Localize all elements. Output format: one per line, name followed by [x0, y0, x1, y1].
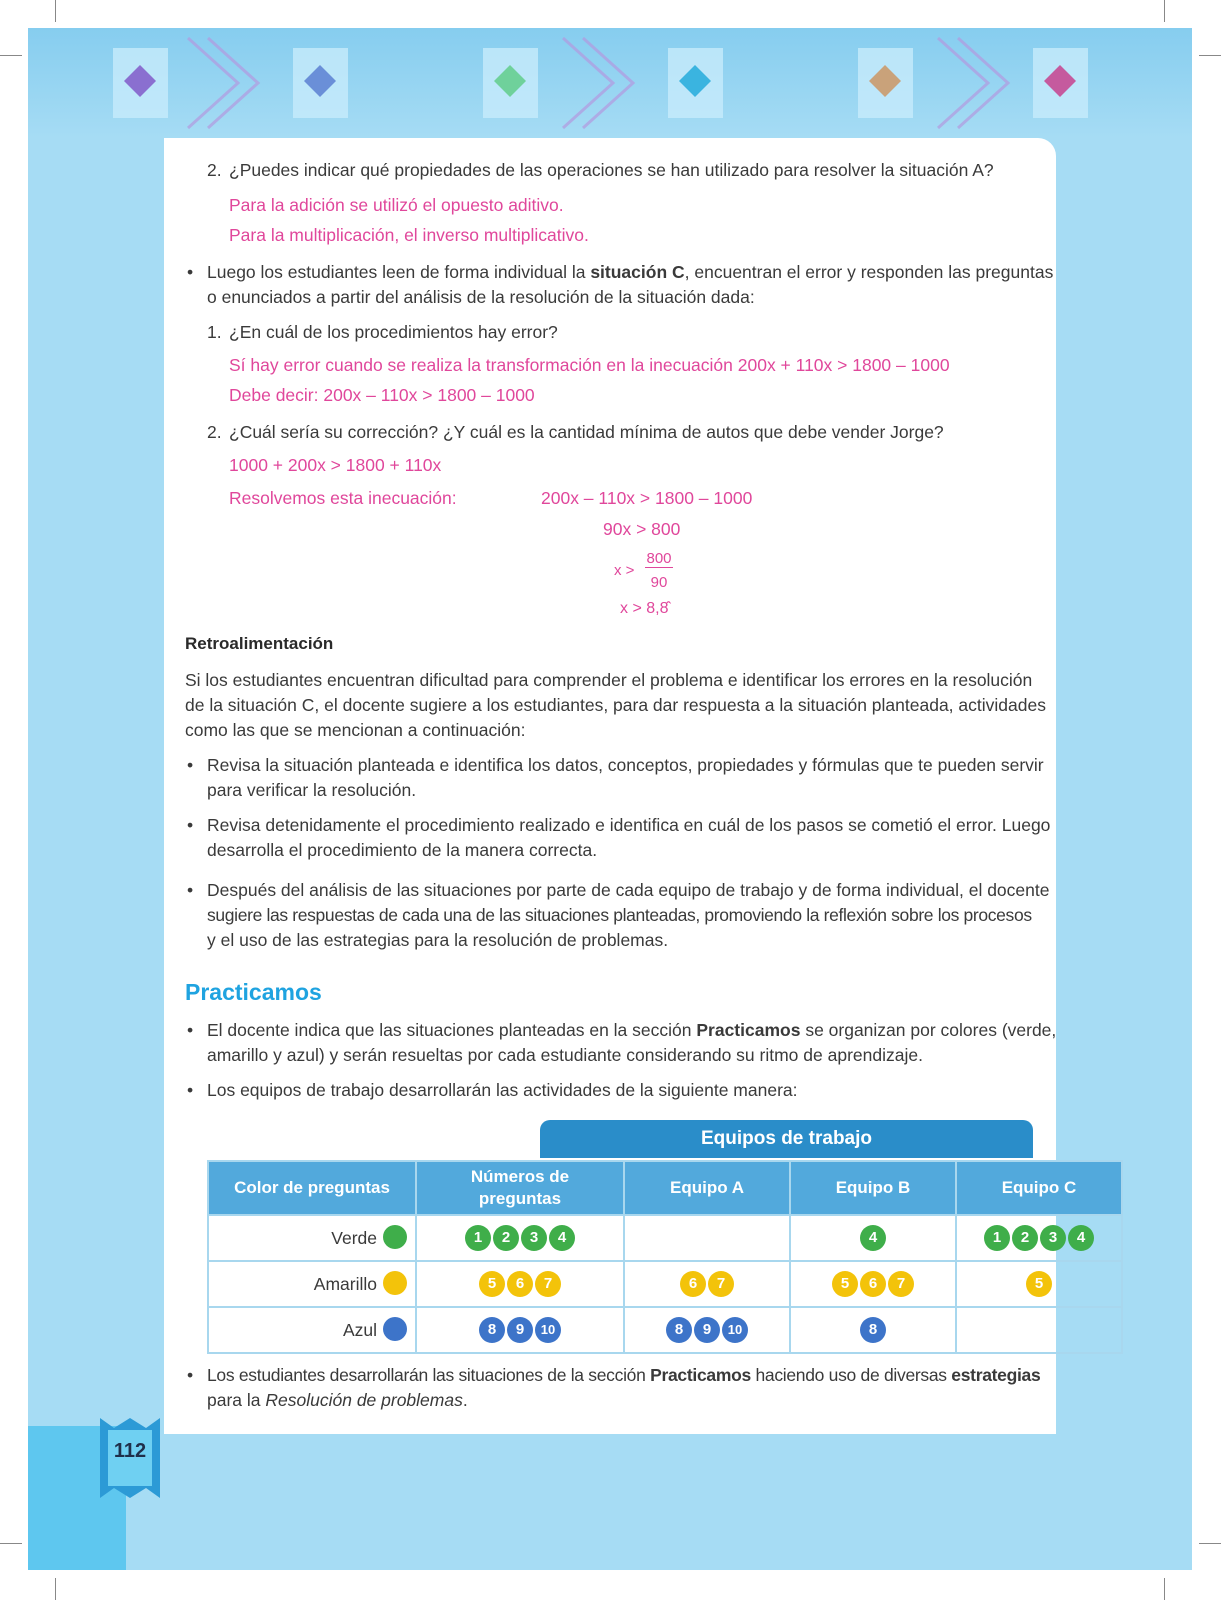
number-badge: 4 [860, 1225, 886, 1251]
team-b-cell [790, 1215, 956, 1261]
color-cell [208, 1307, 416, 1353]
number-badge: 2 [493, 1225, 519, 1251]
team-a-cell [624, 1261, 790, 1307]
number-badge: 4 [1068, 1225, 1094, 1251]
table-row [208, 1215, 1122, 1261]
equation-step: 200x – 110x > 1800 – 1000 [541, 488, 753, 508]
color-label: Verde [331, 1227, 377, 1248]
color-label: Amarillo [313, 1273, 377, 1294]
decorative-banner [28, 28, 1192, 138]
color-label: Azul [342, 1319, 377, 1340]
number-badge: 8 [666, 1317, 692, 1343]
numbers-cell [416, 1307, 624, 1353]
number-badge: 10 [535, 1317, 561, 1343]
bold-text: estrategias [951, 1365, 1041, 1385]
bold-text: Practicamos [650, 1365, 751, 1385]
bullet-text: • Después del análisis de las situaciones por parte de cada equipo de trabajo y de forma individual, el docente [207, 878, 1049, 903]
number-badge: 1 [465, 1225, 491, 1251]
header-cell: Equipo C [956, 1161, 1122, 1215]
number-badge: 1 [984, 1225, 1010, 1251]
numbers-cell [416, 1261, 624, 1307]
answer-line: Sí hay error cuando se realiza la transformación en la inecuación 200x + 110x > 1800 – 1000 [229, 355, 950, 375]
answer-label: Resolvemos esta inecuación: [229, 488, 457, 508]
question-text: ¿En cuál de los procedimientos hay error? [229, 322, 558, 342]
team-a-cell [624, 1215, 790, 1261]
bullet-text: • Revisa detenidamente el procedimiento realizado e identifica en cuál de los pasos se cometió el error. Luego [207, 813, 1050, 838]
yellow-dot-icon [383, 1271, 407, 1295]
answer-line: 1000 + 200x > 1800 + 110x [229, 455, 442, 475]
fraction-numerator: 800 [646, 550, 672, 567]
paragraph-line: de la situación C, el docente sugiere a los estudiantes, para dar respuesta a la situación planteada, actividades [185, 695, 1046, 715]
number-badge: 5 [479, 1271, 505, 1297]
page-number: 112 [113, 1440, 147, 1462]
bullet-text: sugiere las respuestas de cada una de las situaciones planteadas, promoviendo la reflexión sobre los procesos [207, 905, 1032, 925]
number-badge: 9 [694, 1317, 720, 1343]
number-badge: 3 [521, 1225, 547, 1251]
equation-step: 90x > 800 [603, 519, 681, 539]
number-badge: 9 [507, 1317, 533, 1343]
bullet-item [207, 260, 1053, 285]
green-dot-icon [383, 1225, 407, 1249]
bullet-text: . [462, 1390, 468, 1410]
table-row [208, 1261, 1122, 1307]
bullet-text: y el uso de las estrategias para la resolución de problemas. [207, 930, 669, 950]
crop-mark [0, 55, 22, 56]
color-cell [208, 1261, 416, 1307]
team-b-cell [790, 1307, 956, 1353]
crop-mark [55, 1578, 56, 1600]
number-badge: 3 [1040, 1225, 1066, 1251]
bullet-text: , encuentran el error y responden las preguntas [684, 262, 1054, 282]
header-cell: Color de preguntas [208, 1161, 416, 1215]
color-cell [208, 1215, 416, 1261]
question-number: 2. [207, 422, 222, 442]
bold-text: Practicamos [696, 1020, 801, 1040]
bullet-text: desarrolla el procedimiento de la manera correcta. [207, 840, 598, 860]
crop-mark [1199, 1543, 1221, 1544]
blue-dot-icon [383, 1317, 407, 1341]
bullet-text: • Revisa la situación planteada e identifica los datos, conceptos, propiedades y fórmulas que te pueden servir [207, 753, 1044, 778]
number-badge: 10 [722, 1317, 748, 1343]
number-badge: 7 [535, 1271, 561, 1297]
teams-group-header: Equipos de trabajo [540, 1120, 1033, 1158]
paragraph-line: como las que se mencionan a continuación: [185, 720, 526, 740]
answer-line: Para la multiplicación, el inverso multiplicativo. [229, 225, 589, 245]
bullet-text: se organizan por colores (verde, [800, 1020, 1057, 1040]
bullet-text: Luego los estudiantes leen de forma individual la [207, 262, 591, 282]
team-c-cell [956, 1215, 1122, 1261]
number-badge: 8 [479, 1317, 505, 1343]
header-cell: Equipo A [624, 1161, 790, 1215]
teams-table [207, 1160, 1123, 1354]
team-c-cell [956, 1307, 1122, 1353]
number-badge: 5 [832, 1271, 858, 1297]
crop-mark [1164, 0, 1165, 22]
team-a-cell [624, 1307, 790, 1353]
bullet-text: para verificar la resolución. [207, 780, 417, 800]
crop-mark [1164, 1578, 1165, 1600]
banner-pattern-icon [28, 28, 1192, 138]
paragraph-line: Si los estudiantes encuentran dificultad para comprender el problema e identificar los errores en la resolución [185, 670, 1033, 690]
number-badge: 6 [680, 1271, 706, 1297]
answer-line: Para la adición se utilizó el opuesto aditivo. [229, 195, 564, 215]
crop-mark [1199, 55, 1221, 56]
bullet-text: El docente indica que las situaciones planteadas en la sección [207, 1020, 697, 1040]
number-badge: 7 [708, 1271, 734, 1297]
equation-final: x > 8,8̂ [620, 600, 669, 617]
team-b-cell [790, 1261, 956, 1307]
table-row [208, 1307, 1122, 1353]
fraction-denominator: 90 [650, 574, 668, 591]
bold-text: situación C [590, 262, 685, 282]
header-cell: Números de preguntas [416, 1161, 624, 1215]
section-heading: Practicamos [185, 979, 322, 1005]
question-number: 1. [207, 322, 222, 342]
numbers-cell [416, 1215, 624, 1261]
bullet-text: para la [207, 1390, 266, 1410]
answer-line: Debe decir: 200x – 110x > 1800 – 1000 [229, 385, 535, 405]
number-badge: 6 [507, 1271, 533, 1297]
section-subheading: Retroalimentación [185, 634, 334, 653]
bullet-item [207, 1363, 1040, 1388]
number-badge: 6 [860, 1271, 886, 1297]
number-badge: 7 [888, 1271, 914, 1297]
number-badge: 5 [1026, 1271, 1052, 1297]
crop-mark [55, 0, 56, 22]
fraction-left: x > [614, 562, 635, 579]
bullet-text: o enunciados a partir del análisis de la resolución de la situación dada: [207, 287, 755, 307]
question-text: ¿Cuál sería su corrección? ¿Y cuál es la cantidad mínima de autos que debe vender Jorge? [229, 422, 944, 442]
bullet-text: haciendo uso de diversas [750, 1365, 952, 1385]
question-text: ¿Puedes indicar qué propiedades de las operaciones se han utilizado para resolver la situación A? [229, 160, 994, 180]
crop-mark [0, 1543, 22, 1544]
bullet-item [207, 1018, 1056, 1043]
bullet-item [207, 1388, 468, 1413]
question-number: 2. [207, 160, 222, 180]
header-cell: Equipo B [790, 1161, 956, 1215]
bullet-text: • Los equipos de trabajo desarrollarán las actividades de la siguiente manera: [207, 1078, 798, 1103]
number-badge: 8 [860, 1317, 886, 1343]
number-badge: 2 [1012, 1225, 1038, 1251]
team-c-cell [956, 1261, 1122, 1307]
number-badge: 4 [549, 1225, 575, 1251]
table-header-row [208, 1161, 1122, 1215]
bullet-text: amarillo y azul) y serán resueltas por cada estudiante considerando su ritmo de aprendizaje. [207, 1045, 923, 1065]
bullet-text: Los estudiantes desarrollarán las situaciones de la sección [207, 1365, 651, 1385]
italic-text: Resolución de problemas [265, 1390, 463, 1410]
